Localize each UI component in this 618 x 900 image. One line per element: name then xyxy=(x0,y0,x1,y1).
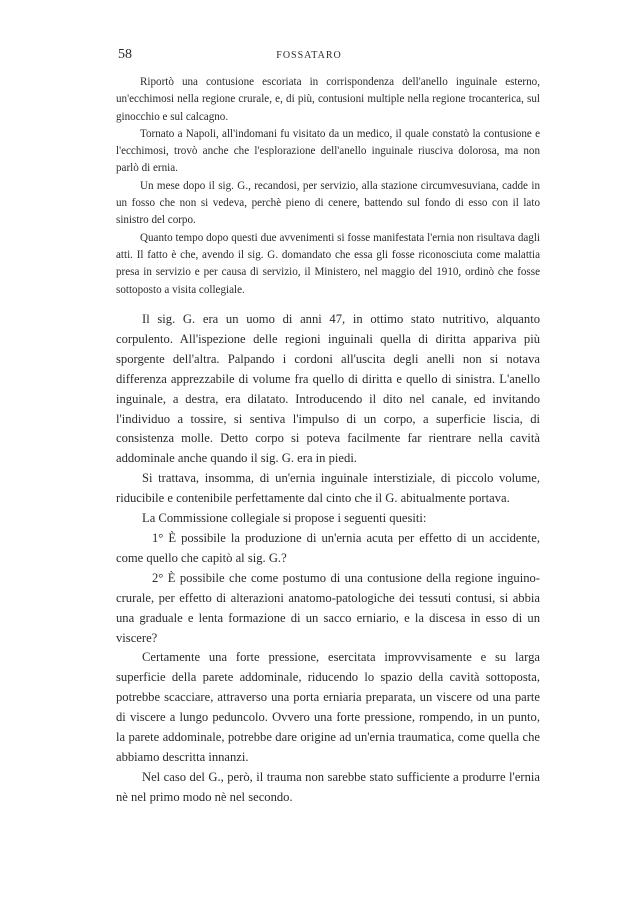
paragraph: Il sig. G. era un uomo di anni 47, in ottimo stato nutritivo, alquanto corpulento. All'ispezione delle regioni inguinali quella di diritta appariva più sporgente dell'altra. Palpando i cordoni all'uscita degli anelli non si notava differenza apprezzabile di volume fra quello di diritta e quello di sinistra. L'anello inguinale, a destra, era dilatato. Introducendo il dito nel canale, ed invitando l'individuo a tossire, si sentiva l'impulso di un corpo, a superficie liscia, di consistenza molle. Detto corpo si poteva facilmente far rientrare nella cavità addominale anche quando il sig. G. era in piedi. xyxy=(116,312,540,466)
paragraph: Nel caso del G., però, il trauma non sarebbe stato sufficiente a produrre l'ernia nè nel primo modo nè nel secondo. xyxy=(116,769,540,804)
question-2: 2° È possibile che come postumo di una contusione della regione inguino-crurale, per effetto di alterazioni anatomo-patologiche dei tessuti contusi, si abbia una graduale e lenta formazione di un sacco erniario, e la discesa in esso di un viscere? xyxy=(116,570,540,645)
paragraph: Quanto tempo dopo questi due avvenimenti si fosse manifestata l'ernia non risultava dagli atti. Il fatto è che, avendo il sig. G. domandato che essa gli fosse riconosciuta come malattia presa in servizio e per causa di servizio, il Ministero, nel maggio del 1910, ordinò che fosse sottoposto a visita collegiale. xyxy=(116,231,540,296)
paragraph: La Commissione collegiale si propose i seguenti quesiti: xyxy=(142,511,427,526)
case-history-section xyxy=(116,74,540,299)
running-title: FOSSATARO xyxy=(276,50,342,61)
paragraph: Si trattava, insomma, di un'ernia inguinale interstiziale, di piccolo volume, riducibile e contenibile perfettamente dal cinto che il G. abitualmente portava. xyxy=(116,471,540,506)
paragraph: Certamente una forte pressione, esercitata improvvisamente e su larga superficie della parete addominale, riducendo lo spazio della cavità sottoposta, potrebbe scacciare, attraverso una porta erniaria preparata, un viscere od una parte di viscere a lungo peduncolo. Ovvero una forte pressione, rompendo, in un punto, la parete addominale, potrebbe dare origine ad un'ernia traumatica, come quella che abbiamo descritta innanzi. xyxy=(116,650,540,764)
examination-section xyxy=(116,310,540,808)
question-1: 1° È possibile la produzione di un'ernia acuta per effetto di un accidente, come quello che capitò al sig. G.? xyxy=(116,530,540,565)
paragraph: Riportò una contusione escoriata in corrispondenza dell'anello inguinale esterno, un'ecchimosi nella regione crurale, e, di più, contusioni multiple nella regione trocanterica, sul ginocchio e sul calcagno. xyxy=(116,76,540,123)
page-number: 58 xyxy=(118,47,132,62)
paragraph: Un mese dopo il sig. G., recandosi, per servizio, alla stazione circumvesuviana, cadde in un fosso che non si vedeva, perchè pieno di cenere, battendo sul fondo di esso con il lato sinistro del corpo. xyxy=(116,179,540,227)
paragraph: Tornato a Napoli, all'indomani fu visitato da un medico, il quale constatò la contusione e l'ecchimosi, trovò anche che l'esplorazione dell'anello inguinale riusciva dolorosa, ma non parlò di ernia. xyxy=(116,127,540,175)
